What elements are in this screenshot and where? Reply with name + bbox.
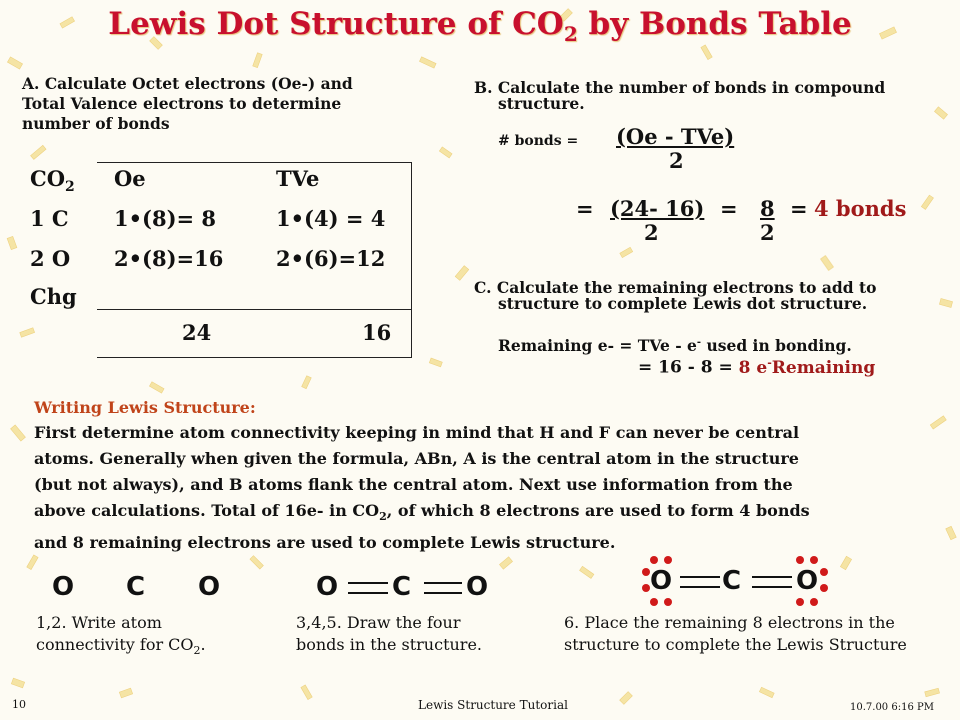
section-a-instructions: A. Calculate Octet electrons (Oe-) and Total Valence electrons to determine number of bonds [22, 74, 353, 133]
lone-pair-dot [820, 568, 828, 576]
lone-pair-dot [650, 598, 658, 606]
table-row-o-tve: 2•(6)=12 [276, 246, 386, 271]
table-row-c-tve: 1•(4) = 4 [276, 206, 386, 231]
bond-line [424, 582, 462, 584]
footer-date: 10.7.00 6:16 PM [850, 702, 934, 713]
lone-pair-dot [642, 584, 650, 592]
lone-pair-dot [810, 556, 818, 564]
section-c-instructions: C. Calculate the remaining electrons to add to structure to complete Lewis dot structure. [474, 278, 877, 313]
table-divider [97, 309, 411, 310]
bond-line [680, 576, 720, 578]
bonds-formula-denominator: 2 [669, 148, 684, 173]
atom-o-right: O [466, 572, 489, 602]
bond-line [752, 586, 792, 588]
footer-title: Lewis Structure Tutorial [418, 698, 568, 712]
page-title: Lewis Dot Structure of $CO_2$ by Bonds Table [108, 6, 852, 47]
bond-line [348, 582, 388, 584]
calc-equals-3: = [790, 196, 808, 221]
bond-line [348, 592, 388, 594]
calc-numerator-2: 8 [760, 196, 775, 221]
bond-line [680, 586, 720, 588]
bond-line [424, 592, 462, 594]
atom-o-left: O [650, 566, 673, 596]
lone-pair-dot [796, 556, 804, 564]
atom-c: C [126, 572, 146, 602]
atom-c: C [392, 572, 412, 602]
slide-number: 10 [12, 698, 26, 711]
calc-numerator-1: (24- 16) [610, 196, 705, 221]
calc-equals-1: = [576, 196, 594, 221]
lone-pair-dot [820, 584, 828, 592]
table-row-o-oe: 2•(8)=16 [114, 246, 224, 271]
table-row-c-label: 1 C [30, 206, 69, 231]
lone-pair-dot [664, 556, 672, 564]
table-total-oe: 24 [182, 320, 212, 345]
table-header-oe: Oe [114, 166, 146, 191]
calc-equals-2: = [720, 196, 738, 221]
writing-paragraph: First determine atom connectivity keeping in mind that H and F can never be central atoms. Generally when given the formula, ABn, A is the central atom in the structure (but not always), and B atoms flank the central atom. Next use information from the above calculations. Total of 16e- in $CO_2$, of which 8 electrons are used to form 4 bonds and 8 remaining electrons are used to complete Lewis structure. [34, 423, 810, 553]
bond-line [752, 576, 792, 578]
structure-3-caption: 6. Place the remaining 8 electrons in the structure to complete the Lewis Structure [564, 613, 907, 654]
bonds-label: # bonds = [498, 133, 579, 149]
table-row-chg-label: Chg [30, 284, 77, 309]
table-header-compound: $CO_2$ [30, 166, 75, 196]
bonds-formula-numerator: (Oe - TVe) [616, 124, 735, 149]
calc-denominator-2: 2 [760, 220, 775, 245]
lone-pair-dot [810, 598, 818, 606]
writing-heading: Writing Lewis Structure: [34, 398, 256, 417]
table-header-tve: TVe [276, 166, 320, 191]
atom-o-left: O [52, 572, 75, 602]
atom-o-right: O [198, 572, 221, 602]
remaining-result: 8 e-Remaining [738, 356, 876, 378]
table-total-tve: 16 [362, 320, 392, 345]
atom-c: C [722, 566, 742, 596]
atom-o-left: O [316, 572, 339, 602]
calc-denominator-1: 2 [644, 220, 659, 245]
lone-pair-dot [664, 598, 672, 606]
bonds-result: 4 bonds [814, 196, 907, 221]
structure-1-caption: 1,2. Write atom connectivity for $CO_2$. [36, 613, 206, 658]
atom-o-right: O [796, 566, 819, 596]
table-row-c-oe: 1•(8)= 8 [114, 206, 217, 231]
structure-2-caption: 3,4,5. Draw the four bonds in the structure. [296, 613, 483, 654]
lone-pair-dot [796, 598, 804, 606]
section-b-instructions: B. Calculate the number of bonds in compound structure. [474, 78, 886, 113]
table-row-o-label: 2 O [30, 246, 71, 271]
lone-pair-dot [642, 568, 650, 576]
remaining-calc: = 16 - 8 = 8 e-Remaining [638, 356, 876, 378]
remaining-formula: Remaining e- = TVe - e- used in bonding. [498, 336, 852, 355]
lone-pair-dot [650, 556, 658, 564]
